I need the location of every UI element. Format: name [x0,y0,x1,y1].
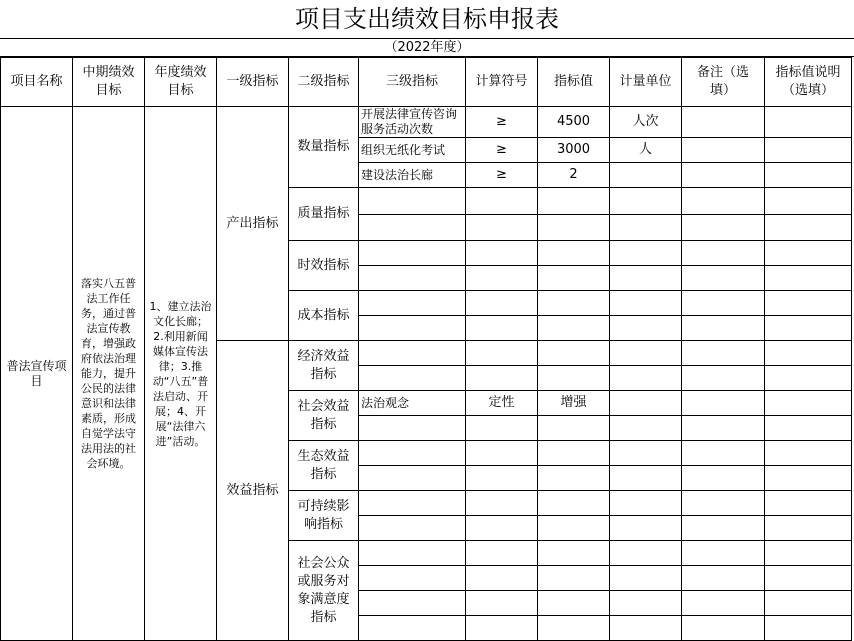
symbol-cell: 定性 [466,391,538,416]
value-cell: 4500 [538,107,610,138]
level1-benefit: 效益指标 [217,341,289,641]
value-cell: 3000 [538,138,610,163]
level2-satisfaction: 社会公众或服务对象满意度指标 [289,541,359,641]
value-cell: 2 [538,163,610,188]
project-name-cell: 普法宣传项目 [1,107,73,641]
table-row [1,107,852,138]
symbol-cell: ≥ [466,163,538,188]
header-mid-goal: 中期绩效目标 [73,58,145,107]
header-symbol: 计算符号 [466,58,538,107]
level2-social: 社会效益指标 [289,391,359,441]
form-year: （2022年度） [0,39,854,57]
level3-indicator: 开展法律宣传咨询服务活动次数 [359,107,466,138]
mid-goal-cell: 落实八五普法工作任务，通过普法宣传教育，增强政府依法治理能力，提升公民的法律意识和法律素质，形成自觉学法守法用法的社会环境。 [73,107,145,641]
level2-ecological: 生态效益指标 [289,441,359,491]
annual-goal-cell: 1、建立法治文化长廊；2.利用新闻媒体宣传法律；3.推动“八五”普法启动、开展；4、开展“法律六进”活动。 [145,107,217,641]
header-row [1,58,852,107]
header-unit: 计量单位 [610,58,682,107]
value-cell: 增强 [538,391,610,416]
unit-cell [610,391,682,416]
level3-indicator: 建设法治长廊 [359,163,466,188]
header-project-name: 项目名称 [1,58,73,107]
level2-quality: 质量指标 [289,188,359,241]
header-level1: 一级指标 [217,58,289,107]
unit-cell: 人次 [610,107,682,138]
level3-indicator: 法治观念 [359,391,466,416]
level2-sustainable: 可持续影响指标 [289,491,359,541]
symbol-cell: ≥ [466,107,538,138]
header-level3: 三级指标 [359,58,466,107]
level2-economic: 经济效益指标 [289,341,359,391]
form-title: 项目支出绩效目标申报表 [0,0,854,39]
header-annual-goal: 年度绩效目标 [145,58,217,107]
header-value-note: 指标值说明（选填） [765,58,852,107]
unit-cell: 人 [610,138,682,163]
level2-cost: 成本指标 [289,291,359,341]
performance-table [0,57,852,641]
header-value: 指标值 [538,58,610,107]
unit-cell [610,163,682,188]
symbol-cell: ≥ [466,138,538,163]
level3-indicator: 组织无纸化考试 [359,138,466,163]
level2-timeliness: 时效指标 [289,241,359,291]
level2-quantity: 数量指标 [289,107,359,188]
header-remark: 备注（选填） [682,58,765,107]
header-level2: 二级指标 [289,58,359,107]
level1-output: 产出指标 [217,107,289,341]
